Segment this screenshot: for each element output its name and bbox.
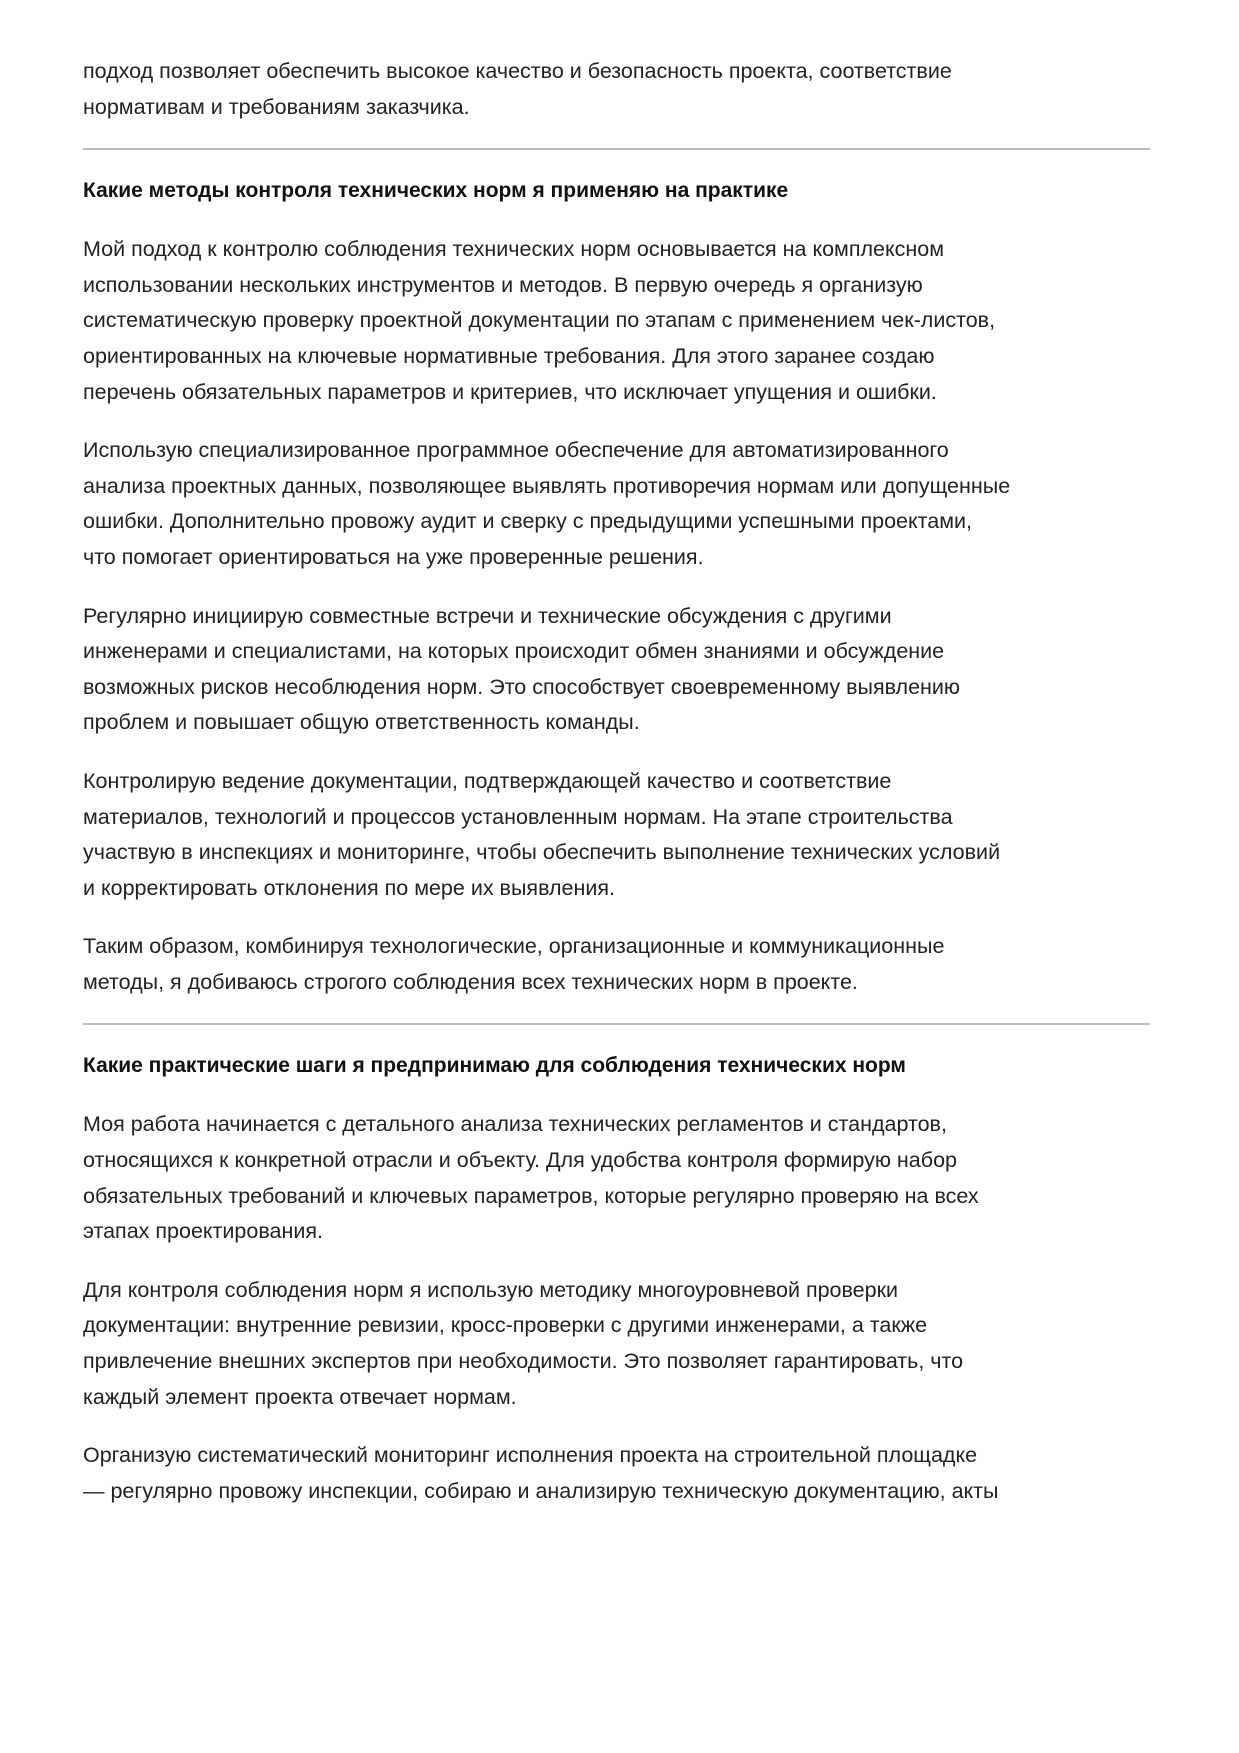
paragraph: [83, 599, 1150, 741]
text-line: перечень обязательных параметров и критериев, что исключает упущения и ошибки.: [83, 379, 937, 404]
paragraph: [83, 929, 1150, 1000]
text-line: Организую систематический мониторинг исполнения проекта на строительной площадке: [83, 1443, 978, 1468]
paragraph: [83, 1107, 1150, 1249]
text-line: каждый элемент проекта отвечает нормам.: [83, 1384, 517, 1409]
text-line: материалов, технологий и процессов установленным нормам. На этапе строительства: [83, 804, 953, 829]
text-line: ориентированных на ключевые нормативные требования. Для этого заранее создаю: [83, 343, 935, 368]
text-line: Мой подход к контролю соблюдения технических норм основывается на комплексном: [83, 237, 944, 262]
intro-paragraph: [83, 54, 1150, 125]
text-line: Регулярно инициирую совместные встречи и технические обсуждения с другими: [83, 603, 892, 628]
paragraph: [83, 1273, 1150, 1415]
section-heading: Какие практические шаги я предпринимаю для соблюдения технических норм: [83, 1054, 906, 1078]
text-line: инженерами и специалистами, на которых происходит обмен знаниями и обсуждение: [83, 639, 945, 664]
text-line: ошибки. Дополнительно провожу аудит и сверку с предыдущими успешными проектами,: [83, 509, 972, 534]
text-line: — регулярно провожу инспекции, собираю и анализирую техническую документацию, акты: [83, 1478, 999, 1503]
paragraph: [83, 1438, 1150, 1509]
text-line: Для контроля соблюдения норм я использую методику многоуровневой проверки: [83, 1277, 899, 1302]
text-line: методы, я добиваюсь строгого соблюдения всех технических норм в проекте.: [83, 969, 858, 994]
text-line: обязательных требований и ключевых параметров, которые регулярно проверяю на всех: [83, 1183, 979, 1208]
text-line: нормативам и требованиям заказчика.: [83, 94, 470, 119]
text-line: Использую специализированное программное обеспечение для автоматизированного: [83, 438, 949, 463]
paragraph: [83, 232, 1150, 410]
text-line: возможных рисков несоблюдения норм. Это способствует своевременному выявлению: [83, 674, 961, 699]
text-line: Моя работа начинается с детального анализа технических регламентов и стандартов,: [83, 1112, 947, 1137]
text-line: участвую в инспекциях и мониторинге, чтобы обеспечить выполнение технических условий: [83, 840, 1001, 865]
paragraph: [83, 764, 1150, 906]
text-line: систематическую проверку проектной документации по этапам с применением чек-листов,: [83, 308, 996, 333]
section-divider: [83, 148, 1150, 150]
text-line: привлечение внешних экспертов при необходимости. Это позволяет гарантировать, что: [83, 1349, 964, 1374]
text-line: использовании нескольких инструментов и методов. В первую очередь я организую: [83, 272, 923, 297]
text-line: что помогает ориентироваться на уже проверенные решения.: [83, 544, 704, 569]
text-line: проблем и повышает общую ответственность команды.: [83, 710, 640, 735]
text-line: Таким образом, комбинируя технологические, организационные и коммуникационные: [83, 934, 945, 959]
text-line: анализа проектных данных, позволяющее выявлять противоречия нормам или допущенные: [83, 473, 1011, 498]
text-line: Контролирую ведение документации, подтверждающей качество и соответствие: [83, 768, 892, 793]
paragraph: [83, 433, 1150, 575]
text-line: документации: внутренние ревизии, кросс-проверки с другими инженерами, а также: [83, 1313, 928, 1338]
text-line: подход позволяет обеспечить высокое качество и безопасность проекта, соответствие: [83, 59, 952, 83]
section-divider: [83, 1023, 1150, 1025]
section-heading: Какие методы контроля технических норм я применяю на практике: [83, 179, 789, 203]
text-line: и корректировать отклонения по мере их выявления.: [83, 875, 615, 900]
text-line: этапах проектирования.: [83, 1219, 323, 1244]
text-line: относящихся к конкретной отрасли и объекту. Для удобства контроля формирую набор: [83, 1148, 957, 1173]
